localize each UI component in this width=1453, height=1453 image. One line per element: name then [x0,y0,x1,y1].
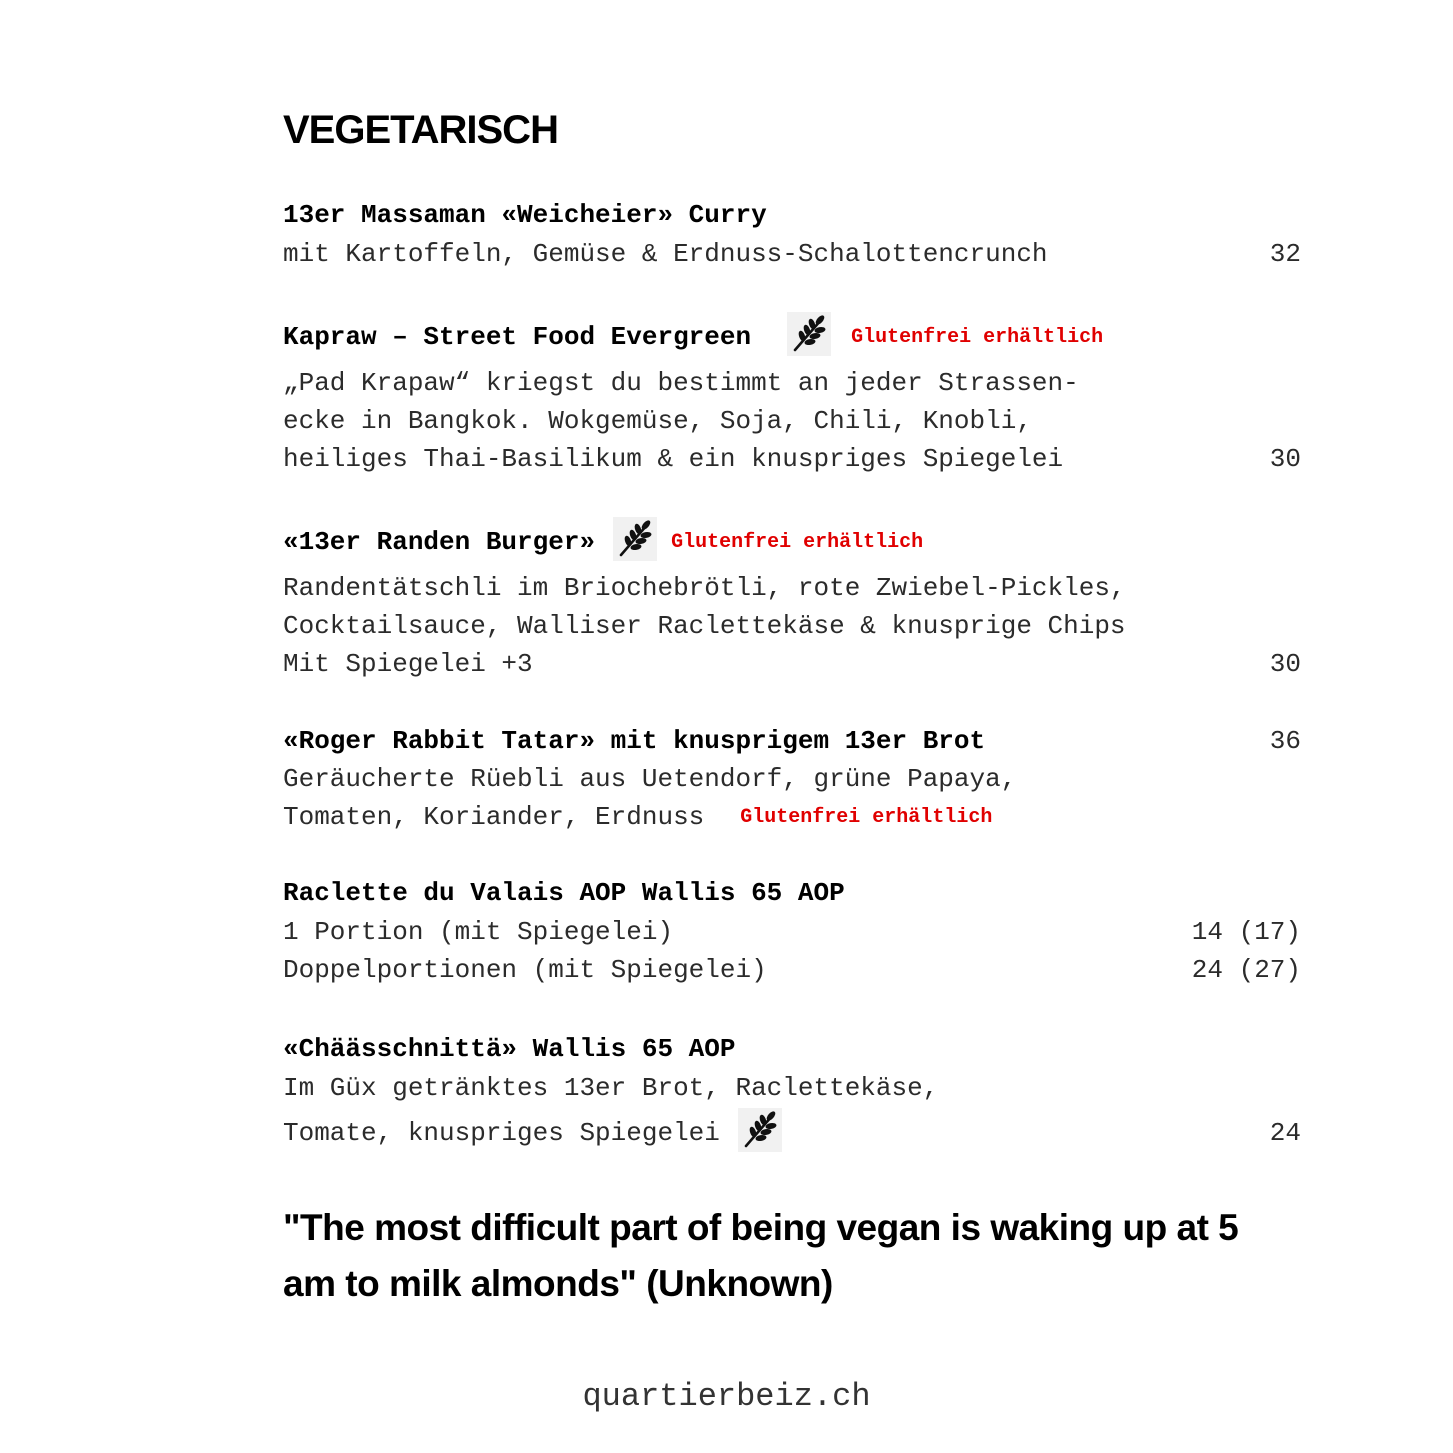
menu-item-line [283,364,1301,402]
menu-item-title [283,523,1301,561]
item-title: «13er Randen Burger» [283,527,596,557]
item-description: Im Güx getränktes 13er Brot, Raclettekäse, [283,1073,939,1103]
menu-item-line [283,645,1301,683]
item-description: Cocktailsauce, Walliser Raclettekäse & knusprige Chips [283,611,1126,641]
item-price: 24 [1269,1118,1301,1148]
menu-item-line [283,402,1301,440]
section-heading: VEGETARISCH [283,108,558,152]
quote: "The most difficult part of being vegan is waking up at 5 am to milk almonds" (Unknown) [283,1207,1239,1304]
menu-item-line [283,798,1301,836]
menu-item-line [283,951,1301,989]
wheat-icon [787,312,831,356]
wheat-icon [613,517,657,561]
gluten-free-tag: Glutenfrei erhältlich [740,805,993,829]
item-price: 32 [1269,239,1301,269]
menu-item-title [283,196,1301,234]
item-description: heiliges Thai-Basilikum & ein knuspriges Spiegelei [283,444,1064,474]
item-title: Kapraw – Street Food Evergreen [283,322,752,352]
menu-item-title [283,874,1301,912]
menu-item-line [283,607,1301,645]
menu-item-title [283,1030,1301,1068]
gluten-free-tag: Glutenfrei erhältlich [851,325,1104,349]
menu-item-line [283,760,1301,798]
item-price: 24 (27) [1191,955,1301,985]
footer-website: quartierbeiz.ch [582,1378,871,1415]
item-title: «Roger Rabbit Tatar» mit knusprigem 13er Brot [283,726,986,756]
menu-item-line [283,569,1301,607]
item-title: Raclette du Valais AOP Wallis 65 AOP [283,878,845,908]
item-description: Doppelportionen (mit Spiegelei) [283,955,767,985]
item-description: Geräucherte Rüebli aus Uetendorf, grüne Papaya, [283,764,1017,794]
item-title: 13er Massaman «Weicheier» Curry [283,200,767,230]
item-price: 14 (17) [1191,917,1301,947]
item-description: Randentätschli im Briochebrötli, rote Zwiebel-Pickles, [283,573,1126,603]
menu-item-line [283,1114,1301,1152]
item-description: Tomaten, Koriander, Erdnuss [283,802,705,832]
item-description: mit Kartoffeln, Gemüse & Erdnuss-Schalottencrunch [283,239,1048,269]
menu-item-line [283,913,1301,951]
item-description: „Pad Krapaw“ kriegst du bestimmt an jeder Strassen- [283,368,1079,398]
wheat-icon [738,1108,782,1152]
item-price: 36 [1269,726,1301,756]
item-price: 30 [1269,444,1301,474]
gluten-free-tag: Glutenfrei erhältlich [671,530,924,554]
menu-item-title [283,722,1301,760]
item-description: Tomate, knuspriges Spiegelei [283,1118,720,1148]
item-description: ecke in Bangkok. Wokgemüse, Soja, Chili, Knobli, [283,406,1032,436]
item-title: «Chäässchnittä» Wallis 65 AOP [283,1034,736,1064]
menu-item-line [283,1069,1301,1107]
item-description: Mit Spiegelei +3 [283,649,533,679]
menu-item-line [283,235,1301,273]
item-price: 30 [1269,649,1301,679]
item-description: 1 Portion (mit Spiegelei) [283,917,674,947]
menu-item-line [283,440,1301,478]
menu-item-title [283,318,1301,356]
